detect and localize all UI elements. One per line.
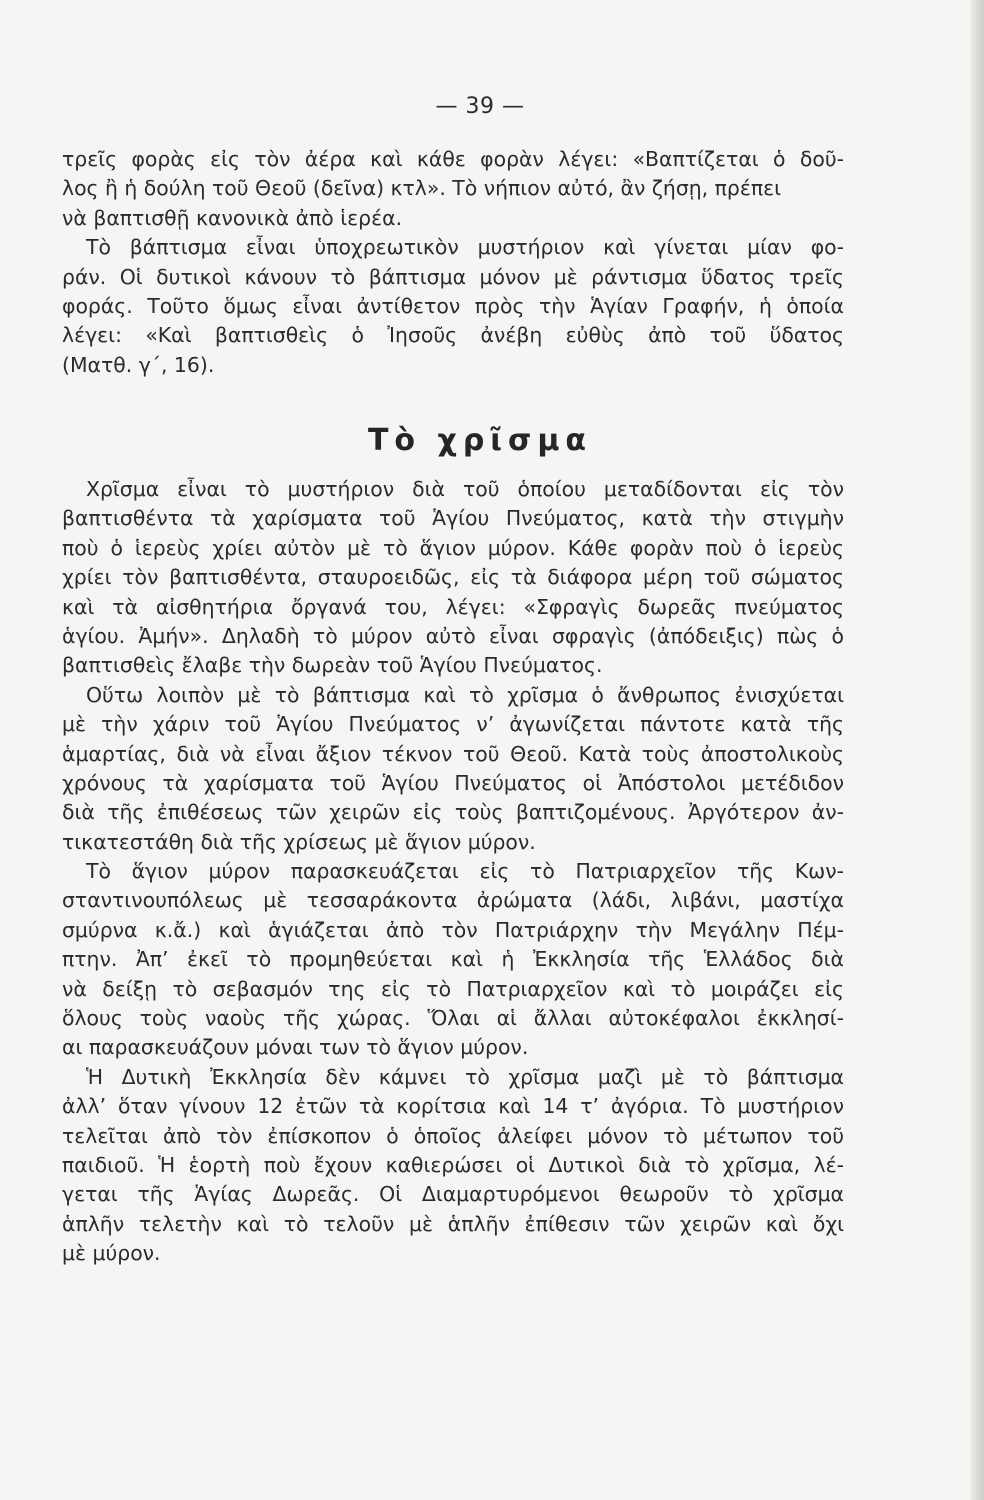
text-line: Τὸ βάπτισμα εἶναι ὑποχρεωτικὸν μυστήριον καὶ γίνεται μίαν φο- — [86, 235, 844, 260]
page-number: — 39 — — [435, 94, 525, 119]
page-binding-edge — [970, 0, 984, 1500]
section-heading: Τὸ χρῖσμα — [367, 423, 593, 458]
text-line: βαπτισθεὶς ἔλαβε τὴν δωρεὰν τοῦ Ἁγίου Πνεύματος. — [62, 653, 603, 678]
text-line: νὰ βαπτισθῇ κανονικὰ ἀπὸ ἱερέα. — [62, 205, 403, 230]
text-line: βαπτισθέντα τὰ χαρίσματα τοῦ Ἁγίου Πνεύματος, κατὰ τὴν στιγμὴν — [62, 506, 844, 531]
text-line: παιδιοῦ. Ἡ ἑορτὴ ποὺ ἔχουν καθιερώσει οἱ Δυτικοὶ διὰ τὸ χρῖσμα, λέ- — [62, 1152, 844, 1177]
text-line: ἁγίου. Ἀμήν». Δηλαδὴ τὸ μύρον αὐτὸ εἶναι σφραγὶς (ἀπόδειξις) πὼς ὁ — [62, 623, 844, 648]
text-line: σμύρνα κ.ἄ.) καὶ ἁγιάζεται ἀπὸ τὸν Πατριάρχην τὴν Μεγάλην Πέμ- — [62, 917, 844, 942]
text-line: ἁμαρτίας, διὰ νὰ εἶναι ἄξιον τέκνον τοῦ Θεοῦ. Κατὰ τοὺς ἀποστολικοὺς — [62, 741, 844, 766]
text-line: πτην. Ἀπ’ ἐκεῖ τὸ προμηθεύεται καὶ ἡ Ἐκκλησία τῆς Ἑλλάδος διὰ — [62, 947, 844, 972]
paragraph-block-baptism — [62, 145, 844, 380]
paragraph-block-chrism — [62, 475, 844, 1269]
text-line: Χρῖσμα εἶναι τὸ μυστήριον διὰ τοῦ ὁποίου μεταδίδονται εἰς τὸν — [86, 477, 844, 501]
text-line: ἀλλ’ ὅταν γίνουν 12 ἐτῶν τὰ κορίτσια καὶ 14 τ’ ἀγόρια. Τὸ μυστήριον — [62, 1094, 844, 1119]
text-line: τελεῖται ἀπὸ τὸν ἐπίσκοπον ὁ ὁποῖος ἀλείφει μόνον τὸ μέτωπον τοῦ — [62, 1123, 844, 1148]
text-line: Οὕτω λοιπὸν μὲ τὸ βάπτισμα καὶ τὸ χρῖσμα ὁ ἄνθρωπος ἐνισχύεται — [86, 682, 844, 707]
text-line: (Ματθ. γ΄, 16). — [62, 352, 215, 377]
text-line: ποὺ ὁ ἱερεὺς χρίει αὐτὸν μὲ τὸ ἅγιον μύρον. Κάθε φορὰν ποὺ ὁ ἱερεὺς — [62, 535, 844, 560]
text-line: καὶ τὰ αἰσθητήρια ὄργανά του, λέγει: «Σφραγὶς δωρεᾶς πνεύματος — [62, 594, 844, 619]
text-line: ράν. Οἱ δυτικοὶ κάνουν τὸ βάπτισμα μόνον μὲ ράντισμα ὕδατος τρεῖς — [62, 264, 844, 289]
text-line: νὰ δείξῃ τὸ σεβασμόν της εἰς τὸ Πατριαρχεῖον καὶ τὸ μοιράζει εἰς — [62, 976, 844, 1001]
text-line: Τὸ ἅγιον μύρον παρασκευάζεται εἰς τὸ Πατριαρχεῖον τῆς Κων- — [86, 859, 844, 884]
text-line: λος ἢ ἡ δούλη τοῦ Θεοῦ (δεῖνα) κτλ». Τὸ νήπιον αὐτό, ἂν ζήσῃ, πρέπει — [62, 176, 782, 201]
text-line: σταντινουπόλεως μὲ τεσσαράκοντα ἀρώματα (λάδι, λιβάνι, μαστίχα — [62, 888, 844, 913]
text-line: διὰ τῆς ἐπιθέσεως τῶν χειρῶν εἰς τοὺς βαπτιζομένους. Ἀργότερον ἀν- — [62, 800, 844, 825]
text-line: γεται τῆς Ἁγίας Δωρεᾶς. Οἱ Διαμαρτυρόμενοι θεωροῦν τὸ χρῖσμα — [62, 1182, 844, 1207]
text-line: τρεῖς φορὰς εἰς τὸν ἀέρα καὶ κάθε φορὰν λέγει: «Βαπτίζεται ὁ δοῦ- — [62, 147, 844, 171]
text-line: χρόνους τὰ χαρίσματα τοῦ Ἁγίου Πνεύματος οἱ Ἀπόστολοι μετέδιδον — [62, 770, 844, 795]
text-line: φοράς. Τοῦτο ὅμως εἶναι ἀντίθετον πρὸς τὴν Ἁγίαν Γραφήν, ἡ ὁποία — [62, 293, 844, 318]
text-line: τικατεστάθη διὰ τῆς χρίσεως μὲ ἅγιον μύρον. — [62, 829, 536, 854]
text-line: μὲ μύρον. — [62, 1241, 161, 1266]
text-line: μὲ τὴν χάριν τοῦ Ἁγίου Πνεύματος ν’ ἀγωνίζεται πάντοτε κατὰ τῆς — [62, 712, 844, 737]
text-line: ἁπλῆν τελετὴν καὶ τὸ τελοῦν μὲ ἁπλῆν ἐπίθεσιν τῶν χειρῶν καὶ ὄχι — [62, 1211, 844, 1236]
text-line: Ἡ Δυτικὴ Ἐκκλησία δὲν κάμνει τὸ χρῖσμα μαζὶ μὲ τὸ βάπτισμα — [86, 1064, 844, 1089]
text-line: αι παρασκευάζουν μόναι των τὸ ἅγιον μύρον. — [62, 1035, 529, 1060]
text-line: χρίει τὸν βαπτισθέντα, σταυροειδῶς, εἰς τὰ διάφορα μέρη τοῦ σώματος — [62, 565, 844, 590]
text-line: λέγει: «Καὶ βαπτισθεὶς ὁ Ἰησοῦς ἀνέβη εὐθὺς ἀπὸ τοῦ ὕδατος — [62, 323, 844, 348]
text-line: ὅλους τοὺς ναοὺς τῆς χώρας. Ὅλαι αἱ ἄλλαι αὐτοκέφαλοι ἐκκλησί- — [62, 1006, 844, 1031]
